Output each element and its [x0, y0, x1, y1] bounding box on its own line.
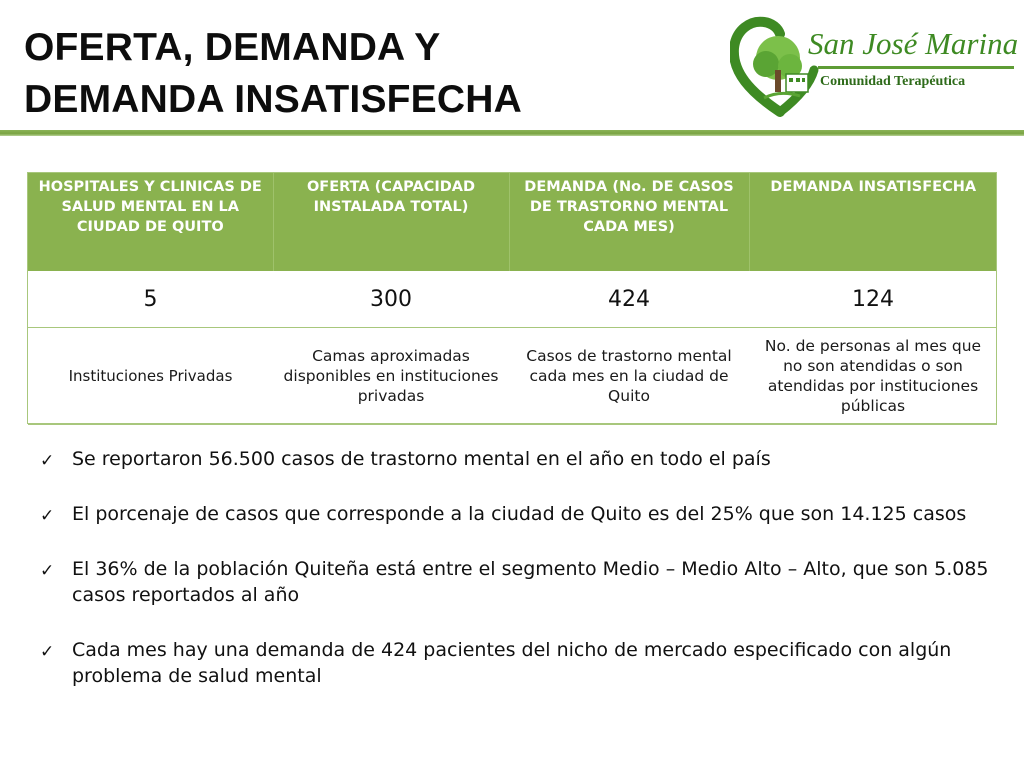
- desc-supply: Camas aproximadas disponibles en instituciones privadas: [273, 328, 509, 425]
- list-item: [40, 637, 1000, 689]
- bullet-text: Se reportaron 56.500 casos de trastorno mental en el año en todo el país: [72, 448, 771, 470]
- bullet-text: Cada mes hay una demanda de 424 pacientes del nicho de mercado especificado con algún problema de salud mental: [72, 639, 952, 687]
- logo-name: San José Marina: [808, 26, 1019, 61]
- header-unmet-demand: DEMANDA INSATISFECHA: [749, 173, 997, 271]
- check-icon: ✓: [40, 642, 55, 662]
- supply-demand-table: [28, 173, 997, 425]
- title-line-2: DEMANDA INSATISFECHA: [24, 78, 522, 121]
- value-supply: 300: [273, 271, 509, 328]
- desc-unmet-demand: No. de personas al mes que no son atendidas o son atendidas por instituciones públicas: [749, 328, 997, 425]
- check-icon: ✓: [40, 506, 55, 526]
- logo-divider: [818, 66, 1014, 69]
- table-row: [28, 271, 997, 328]
- logo: [730, 12, 1020, 122]
- bullet-text: El porcenaje de casos que corresponde a la ciudad de Quito es del 25% que son 14.125 casos: [72, 503, 967, 525]
- table-header-row: [28, 173, 997, 271]
- header-supply: OFERTA (CAPACIDAD INSTALADA TOTAL): [273, 173, 509, 271]
- desc-demand: Casos de trastorno mental cada mes en la ciudad de Quito: [509, 328, 749, 425]
- bullet-list: [40, 446, 1000, 718]
- list-item: [40, 501, 1000, 527]
- value-demand: 424: [509, 271, 749, 328]
- value-hospitals: 5: [28, 271, 273, 328]
- title-line-1: OFERTA, DEMANDA Y: [24, 26, 441, 69]
- header-demand: DEMANDA (No. DE CASOS DE TRASTORNO MENTAL CADA MES): [509, 173, 749, 271]
- desc-hospitals: Instituciones Privadas: [28, 328, 273, 425]
- list-item: [40, 446, 1000, 472]
- list-item: [40, 556, 1000, 608]
- title-divider: [0, 130, 1024, 136]
- page-title: [24, 22, 522, 126]
- header-hospitals: HOSPITALES Y CLINICAS DE SALUD MENTAL EN LA CIUDAD DE QUITO: [28, 173, 273, 271]
- logo-subtitle: Comunidad Terapéutica: [820, 74, 966, 89]
- table-row: [28, 328, 997, 425]
- check-icon: ✓: [40, 451, 55, 471]
- bullet-text: El 36% de la población Quiteña está entre el segmento Medio – Medio Alto – Alto, que son 5.085 casos reportados al año: [72, 558, 989, 606]
- check-icon: ✓: [40, 561, 55, 581]
- value-unmet-demand: 124: [749, 271, 997, 328]
